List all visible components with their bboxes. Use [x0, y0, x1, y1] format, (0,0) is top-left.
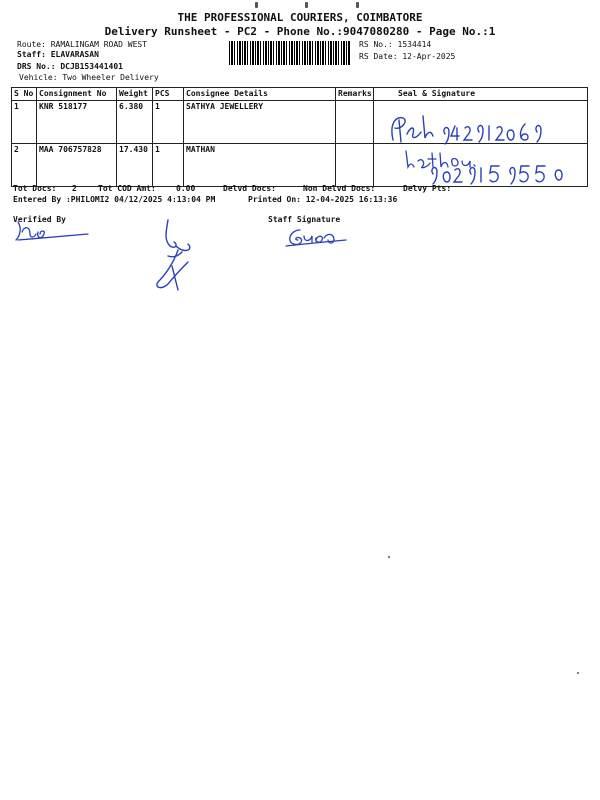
- cell-consignee: MATHAN: [184, 144, 336, 187]
- cell-sno: 1: [12, 101, 37, 144]
- cell-pcs: 1: [153, 144, 184, 187]
- non-delvd-docs-label: Non Delvd Docs:: [303, 184, 376, 193]
- scan-speck: [305, 2, 308, 8]
- cell-pcs: 1: [153, 101, 184, 144]
- staff-signature-label: Staff Signature: [268, 215, 341, 224]
- table-header-row: [12, 88, 588, 101]
- cell-weight: 6.380: [117, 101, 153, 144]
- cell-consignment: KNR 518177: [37, 101, 117, 144]
- delvy-pts-label: Delvy Pts:: [403, 184, 452, 193]
- cell-consignment: MAA 706757828: [37, 144, 117, 187]
- barcode-image: [229, 41, 351, 65]
- col-header-sno: S No: [12, 88, 37, 101]
- tot-docs-label: Tot Docs:: [13, 184, 57, 193]
- document-subtitle: Delivery Runsheet - PC2 - Phone No.:9047080280 - Page No.:1: [104, 25, 496, 38]
- verified-by-signature: [12, 218, 92, 248]
- scan-speck: [255, 2, 258, 8]
- rs-number: RS No.: 1534414: [359, 40, 432, 49]
- scan-speck: [577, 672, 579, 674]
- verified-by-label: Verified By: [13, 215, 66, 224]
- printed-on: Printed On: 12-04-2025 16:13:36: [248, 195, 398, 204]
- drs-number: DRS No.: DCJB153441401: [17, 62, 123, 71]
- delvd-docs-label: Delvd Docs:: [223, 184, 276, 193]
- col-header-consignee: Consignee Details: [184, 88, 336, 101]
- col-header-consignment: Consignment No: [37, 88, 117, 101]
- row1-signature-handwriting: [385, 112, 565, 152]
- col-header-pcs: PCS: [153, 88, 184, 101]
- staff-signature-mark: [284, 222, 354, 252]
- cell-remarks: [336, 144, 374, 187]
- cell-sno: 2: [12, 144, 37, 187]
- tot-docs-value: 2: [72, 184, 77, 193]
- scan-speck: [388, 556, 390, 558]
- route-label: Route: RAMALINGAM ROAD WEST: [17, 40, 148, 49]
- staff-label: Staff: ELAVARASAN: [17, 50, 99, 59]
- vehicle-label: Vehicle: Two Wheeler Delivery: [19, 73, 159, 82]
- col-header-weight: Weight: [117, 88, 153, 101]
- col-header-remarks: Remarks: [336, 88, 374, 101]
- cell-remarks: [336, 101, 374, 144]
- scan-speck: [356, 2, 359, 8]
- delivery-staff-signature: [148, 216, 208, 296]
- tot-cod-label: Tot COD Amt:: [98, 184, 156, 193]
- document-title: THE PROFESSIONAL COURIERS, COIMBATORE: [177, 11, 423, 24]
- col-header-seal: Seal & Signature: [374, 88, 588, 101]
- cell-weight: 17.430: [117, 144, 153, 187]
- entered-by: Entered By :PHILOMI2 04/12/2025 4:13:04 PM: [13, 195, 216, 204]
- tot-cod-value: 0.00: [176, 184, 196, 193]
- rs-date: RS Date: 12-Apr-2025: [359, 52, 456, 61]
- cell-consignee: SATHYA JEWELLERY: [184, 101, 336, 144]
